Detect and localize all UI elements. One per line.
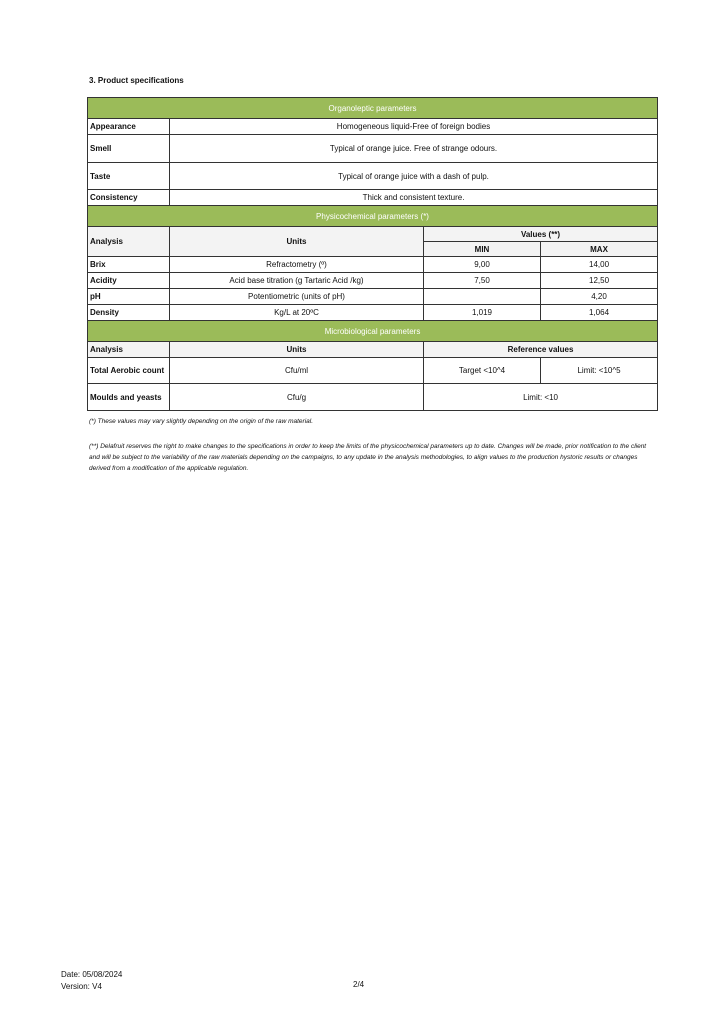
product-specifications-table xyxy=(87,97,658,411)
footer-date: Date: 05/08/2024 xyxy=(61,970,123,979)
analysis-cell: Acidity xyxy=(88,273,170,289)
analysis-cell: Brix xyxy=(88,257,170,273)
analysis-cell: Moulds and yeasts xyxy=(88,384,170,411)
max-cell: 12,50 xyxy=(541,273,658,289)
units-cell: Refractometry (º) xyxy=(170,257,424,273)
col-header-units: Units xyxy=(170,227,424,257)
row-value: Homogeneous liquid-Free of foreign bodies xyxy=(170,119,658,135)
page-number: 2/4 xyxy=(353,980,365,989)
min-cell: 9,00 xyxy=(424,257,541,273)
footnote-changes: (**) Delafruit reserves the right to make changes to the specifications in order to keep the limits of the physicochemical parameters up to date. Changes will be made, prior notification to the client and will be subject to the variability of the raw materials depending on the campaigns, to any update in the analysis methodologies, to align values to the production hystoric results or changes derived from a modification of the applicable regulation. xyxy=(89,443,647,472)
row-value: Typical of orange juice. Free of strange odours. xyxy=(170,135,658,163)
col-header-values: Values (**) xyxy=(424,227,658,242)
col-header-max: MAX xyxy=(541,242,658,257)
analysis-cell: Total Aerobic count xyxy=(88,358,170,384)
units-cell: Acid base titration (g Tartaric Acid /kg) xyxy=(170,273,424,289)
footer-version: Version: V4 xyxy=(61,982,102,991)
units-cell: Cfu/g xyxy=(170,384,424,411)
analysis-cell: Density xyxy=(88,305,170,321)
footnote-values: (*) These values may vary slightly depending on the origin of the raw material. xyxy=(89,418,313,425)
units-cell: Potentiometric (units of pH) xyxy=(170,289,424,305)
document-footer xyxy=(61,969,122,993)
units-cell: Cfu/ml xyxy=(170,358,424,384)
row-label: Taste xyxy=(88,163,170,190)
col-header-min: MIN xyxy=(424,242,541,257)
organoleptic-header: Organoleptic parameters xyxy=(88,98,658,119)
row-label: Consistency xyxy=(88,190,170,206)
row-value: Thick and consistent texture. xyxy=(170,190,658,206)
max-cell: 4,20 xyxy=(541,289,658,305)
microbiological-header: Microbiological parameters xyxy=(88,321,658,342)
limit-cell: Limit: <10 xyxy=(424,384,658,411)
limit-cell: Limit: <10^5 xyxy=(541,358,658,384)
section-title: 3. Product specifications xyxy=(89,76,184,85)
col-header-analysis: Analysis xyxy=(88,342,170,358)
row-label: Smell xyxy=(88,135,170,163)
col-header-reference: Reference values xyxy=(424,342,658,358)
row-value: Typical of orange juice with a dash of pulp. xyxy=(170,163,658,190)
units-cell: Kg/L at 20ºC xyxy=(170,305,424,321)
row-label: Appearance xyxy=(88,119,170,135)
min-cell: 7,50 xyxy=(424,273,541,289)
min-cell xyxy=(424,289,541,305)
max-cell: 14,00 xyxy=(541,257,658,273)
col-header-analysis: Analysis xyxy=(88,227,170,257)
col-header-units: Units xyxy=(170,342,424,358)
analysis-cell: pH xyxy=(88,289,170,305)
min-cell: 1,019 xyxy=(424,305,541,321)
max-cell: 1,064 xyxy=(541,305,658,321)
physicochemical-header: Physicochemical parameters (*) xyxy=(88,206,658,227)
target-cell: Target <10^4 xyxy=(424,358,541,384)
